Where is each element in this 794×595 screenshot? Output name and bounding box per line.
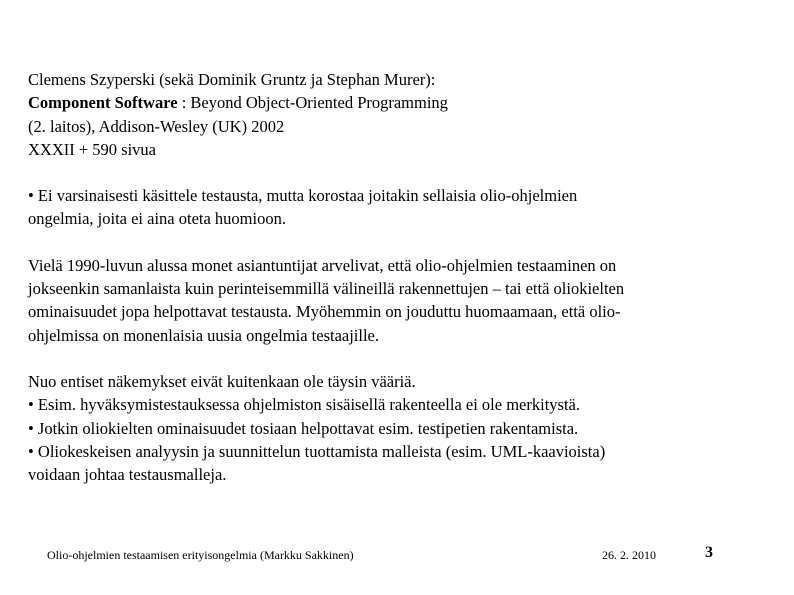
reference-title bbox=[28, 91, 778, 114]
reference-pages: XXXII + 590 sivua bbox=[28, 139, 156, 159]
page-number: 3 bbox=[705, 544, 713, 561]
paragraph-line-2: jokseenkin samanlaista kuin perinteisemmillä välineillä rakennettujen – tai että oliokielten bbox=[28, 279, 625, 299]
points-list bbox=[28, 370, 778, 486]
point-item-2: • Jotkin oliokielten ominaisuudet tosiaan helpottavat esim. testipetien rakentamista. bbox=[28, 418, 579, 438]
note-line-1: • Ei varsinaisesti käsittele testausta, mutta korostaa joitakin sellaisia olio-ohjelmien bbox=[28, 186, 578, 206]
book-reference bbox=[28, 68, 778, 161]
point-item-3-cont: voidaan johtaa testausmalleja. bbox=[28, 465, 227, 485]
note-line-2: ongelmia, joita ei aina oteta huomioon. bbox=[28, 209, 286, 229]
footer-title: Olio-ohjelmien testaamisen erityisongelmia (Markku Sakkinen) bbox=[47, 548, 354, 562]
slide-content bbox=[28, 68, 778, 486]
reference-authors: Clemens Szyperski (sekä Dominik Gruntz ja Stephan Murer): bbox=[28, 70, 436, 89]
paragraph-line-3: ominaisuudet jopa helpottavat testausta. Myöhemmin on jouduttu huomaamaan, että olio- bbox=[28, 302, 621, 322]
reference-publisher: (2. laitos), Addison-Wesley (UK) 2002 bbox=[28, 116, 285, 136]
paragraph-line-4: ohjelmissa on monenlaisia uusia ongelmia testaajille. bbox=[28, 325, 380, 345]
points-intro: Nuo entiset näkemykset eivät kuitenkaan ole täysin vääriä. bbox=[28, 371, 416, 391]
history-paragraph bbox=[28, 254, 778, 347]
point-item-3: • Oliokeskeisen analyysin ja suunnittelun tuottamista malleista (esim. UML-kaavioista) bbox=[28, 441, 606, 461]
footer-date: 26. 2. 2010 bbox=[602, 548, 656, 562]
note-bullet bbox=[28, 184, 778, 231]
point-item-1: • Esim. hyväksymistestauksessa ohjelmiston sisäisellä rakenteella ei ole merkitystä. bbox=[28, 395, 580, 415]
reference-title-bold: Component Software bbox=[28, 93, 178, 113]
paragraph-line-1: Vielä 1990-luvun alussa monet asiantuntijat arvelivat, että olio-ohjelmien testaaminen on bbox=[28, 255, 617, 275]
reference-subtitle: : Beyond Object-Oriented Programming bbox=[177, 93, 448, 113]
